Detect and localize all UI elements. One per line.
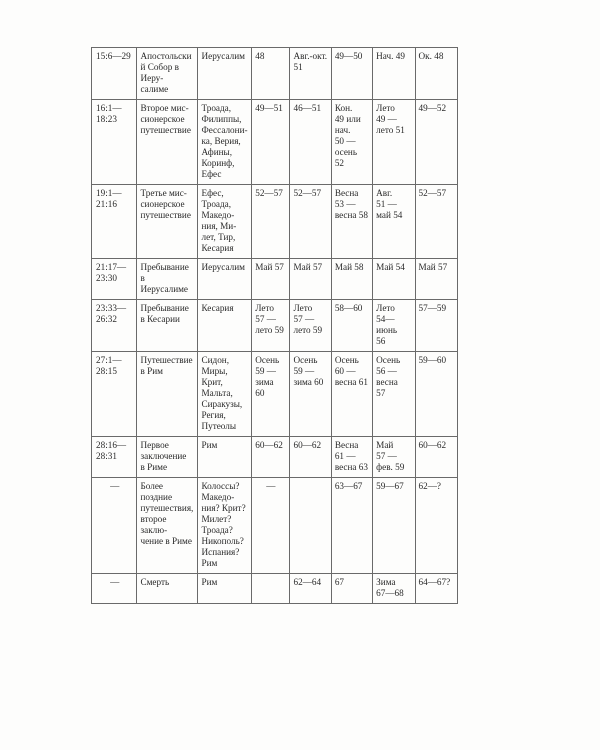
date-text: 49—50 xyxy=(334,51,363,61)
date-text: 62—? xyxy=(418,481,441,491)
event-cell xyxy=(137,300,198,352)
places-text: Сидон, Миры, Крит, Мальта, Сиракузы, Регия, Путеолы xyxy=(201,355,243,431)
ref-text: 19:1— 21:16 xyxy=(96,188,122,209)
table-row xyxy=(92,259,458,300)
table-row xyxy=(92,48,458,100)
event-cell xyxy=(137,259,198,300)
date-text: Лето 57 — лето 59 xyxy=(255,303,284,335)
date-cell xyxy=(415,185,457,259)
ref-cell xyxy=(92,574,137,604)
date-text: 48 xyxy=(255,51,265,61)
date-cell xyxy=(373,437,415,478)
date-cell xyxy=(415,300,457,352)
date-text: 52—57 xyxy=(418,188,447,198)
date-text: 67 xyxy=(334,577,345,587)
ref-cell xyxy=(92,352,137,437)
places-text: Иерусалим xyxy=(201,262,245,272)
date-text: 46—51 xyxy=(293,103,322,113)
ref-cell xyxy=(92,259,137,300)
event-text: Апостольский Собор в Иеру- салиме xyxy=(140,51,192,94)
date-text: Осень 60 — весна 61 xyxy=(334,355,368,387)
date-text: 49—51 xyxy=(255,103,283,113)
places-cell xyxy=(198,100,252,185)
date-cell xyxy=(415,100,457,185)
ref-text: 21:17— 23:30 xyxy=(96,262,127,283)
date-cell xyxy=(290,478,331,574)
ref-cell xyxy=(92,300,137,352)
ref-cell xyxy=(92,437,137,478)
event-cell xyxy=(137,352,198,437)
date-text: Май 57 — фев. 59 xyxy=(376,440,405,472)
date-cell xyxy=(331,300,372,352)
table-row xyxy=(92,100,458,185)
date-text: Май 57 xyxy=(418,262,448,272)
date-text: 57—59 xyxy=(418,303,447,313)
places-text: Ефес, Троада, Македо- ния, Ми- лет, Тир, Кесария xyxy=(201,188,237,253)
ref-cell xyxy=(92,100,137,185)
places-text: Иерусалим xyxy=(201,51,245,61)
event-text: Второе мис- сионерское путешествие xyxy=(140,103,191,135)
table-row xyxy=(92,574,458,604)
event-text: Смерть xyxy=(140,577,170,587)
places-cell xyxy=(198,48,252,100)
date-cell xyxy=(252,259,290,300)
event-cell xyxy=(137,100,198,185)
date-cell xyxy=(252,437,290,478)
date-text: 60—62 xyxy=(255,440,283,450)
date-cell xyxy=(373,574,415,604)
date-cell xyxy=(252,100,290,185)
date-text: Май 54 xyxy=(376,262,405,272)
date-text: Авг. 51 — май 54 xyxy=(376,188,403,220)
date-cell xyxy=(415,352,457,437)
date-cell xyxy=(373,259,415,300)
date-cell xyxy=(290,259,331,300)
ref-cell xyxy=(92,48,137,100)
date-text: Ок. 48 xyxy=(418,51,444,61)
places-text: Кесария xyxy=(201,303,234,313)
ref-cell xyxy=(92,185,137,259)
date-cell xyxy=(252,478,290,574)
date-text: Май 57 xyxy=(255,262,284,272)
ref-text: 28:16— 28:31 xyxy=(96,440,127,461)
places-cell xyxy=(198,478,252,574)
event-text: Более поздние путешествия, второе заклю- чение в Риме xyxy=(140,481,194,546)
event-text: Пребывание в Кесарии xyxy=(140,303,189,324)
date-cell xyxy=(373,100,415,185)
event-cell xyxy=(137,478,198,574)
date-text: Зима 67—68 xyxy=(376,577,404,598)
ref-text: — xyxy=(110,481,120,491)
date-cell xyxy=(331,100,372,185)
date-cell xyxy=(415,437,457,478)
date-cell xyxy=(252,48,290,100)
date-cell xyxy=(331,478,372,574)
event-text: Первое заключение в Риме xyxy=(140,440,187,472)
places-text: Рим xyxy=(201,440,218,450)
date-cell xyxy=(331,437,372,478)
date-text: 59—67 xyxy=(376,481,404,491)
date-text: 52—57 xyxy=(293,188,322,198)
date-text: Осень 59 — зима 60 xyxy=(293,355,324,387)
date-text: 60—62 xyxy=(293,440,322,450)
date-cell xyxy=(373,185,415,259)
date-text: 60—62 xyxy=(418,440,447,450)
table-row xyxy=(92,478,458,574)
date-text: 62—64 xyxy=(293,577,322,587)
date-cell xyxy=(373,300,415,352)
places-cell xyxy=(198,300,252,352)
date-cell xyxy=(373,478,415,574)
places-cell xyxy=(198,259,252,300)
date-text: Осень 59 — зима 60 xyxy=(255,355,280,398)
date-cell xyxy=(290,48,331,100)
date-cell xyxy=(290,437,331,478)
ref-text: 23:33— 26:32 xyxy=(96,303,127,324)
places-cell xyxy=(198,352,252,437)
date-cell xyxy=(373,48,415,100)
ref-cell xyxy=(92,478,137,574)
date-text: 52—57 xyxy=(255,188,283,198)
date-cell xyxy=(290,185,331,259)
places-text: Колоссы? Македо- ния? Крит? Милет? Троада? Никополь? Испания? Рим xyxy=(201,481,246,568)
date-text: 59—60 xyxy=(418,355,447,365)
date-cell xyxy=(415,48,457,100)
date-cell xyxy=(252,352,290,437)
ref-text: — xyxy=(110,577,120,587)
table-row xyxy=(92,437,458,478)
date-text: Лето 54— июнь 56 xyxy=(376,303,398,346)
table-row xyxy=(92,300,458,352)
event-text: Пребывание в Иерусалиме xyxy=(140,262,189,294)
table-row xyxy=(92,352,458,437)
date-text: Лето 49 — лето 51 xyxy=(376,103,405,135)
date-text: Май 58 xyxy=(334,262,364,272)
date-cell xyxy=(290,100,331,185)
date-cell xyxy=(373,352,415,437)
date-cell xyxy=(331,185,372,259)
date-cell xyxy=(331,259,372,300)
date-cell xyxy=(252,185,290,259)
date-cell xyxy=(331,352,372,437)
event-text: Третье мис- сионерское путешествие xyxy=(140,188,191,220)
date-cell xyxy=(331,574,372,604)
date-text: — xyxy=(266,481,276,491)
date-text: Весна 61 — весна 63 xyxy=(334,440,368,472)
ref-text: 27:1— 28:15 xyxy=(96,355,122,376)
date-text: 49—52 xyxy=(418,103,447,113)
places-text: Троада, Филиппы, Фессалони- ка, Верия, Афины, Коринф, Ефес xyxy=(201,103,248,179)
date-text: 64—67? xyxy=(418,577,451,587)
date-cell xyxy=(290,300,331,352)
date-text: 63—67 xyxy=(334,481,363,491)
date-cell xyxy=(290,574,331,604)
places-cell xyxy=(198,437,252,478)
date-text: Авг.-окт. 51 xyxy=(293,51,328,72)
event-cell xyxy=(137,437,198,478)
date-text: Лето 57 — лето 59 xyxy=(293,303,323,335)
ref-text: 16:1— 18:23 xyxy=(96,103,122,124)
date-cell xyxy=(252,300,290,352)
date-text: Весна 53 — весна 58 xyxy=(334,188,368,220)
date-cell xyxy=(290,352,331,437)
event-text: Путешествие в Рим xyxy=(140,355,193,376)
event-cell xyxy=(137,574,198,604)
places-cell xyxy=(198,574,252,604)
chronology-table xyxy=(91,47,458,604)
date-text: 58—60 xyxy=(334,303,363,313)
date-cell xyxy=(415,574,457,604)
places-text: Рим xyxy=(201,577,218,587)
date-cell xyxy=(331,48,372,100)
date-cell xyxy=(252,574,290,604)
date-text: Нач. 49 xyxy=(376,51,405,61)
date-cell xyxy=(415,478,457,574)
date-text: Май 57 xyxy=(293,262,323,272)
event-cell xyxy=(137,185,198,259)
date-text: Кон. 49 или нач. 50 — осень 52 xyxy=(334,103,361,168)
date-text: Осень 56 — весна 57 xyxy=(376,355,401,398)
places-cell xyxy=(198,185,252,259)
table-row xyxy=(92,185,458,259)
date-cell xyxy=(415,259,457,300)
event-cell xyxy=(137,48,198,100)
ref-text: 15:6—29 xyxy=(96,51,131,61)
